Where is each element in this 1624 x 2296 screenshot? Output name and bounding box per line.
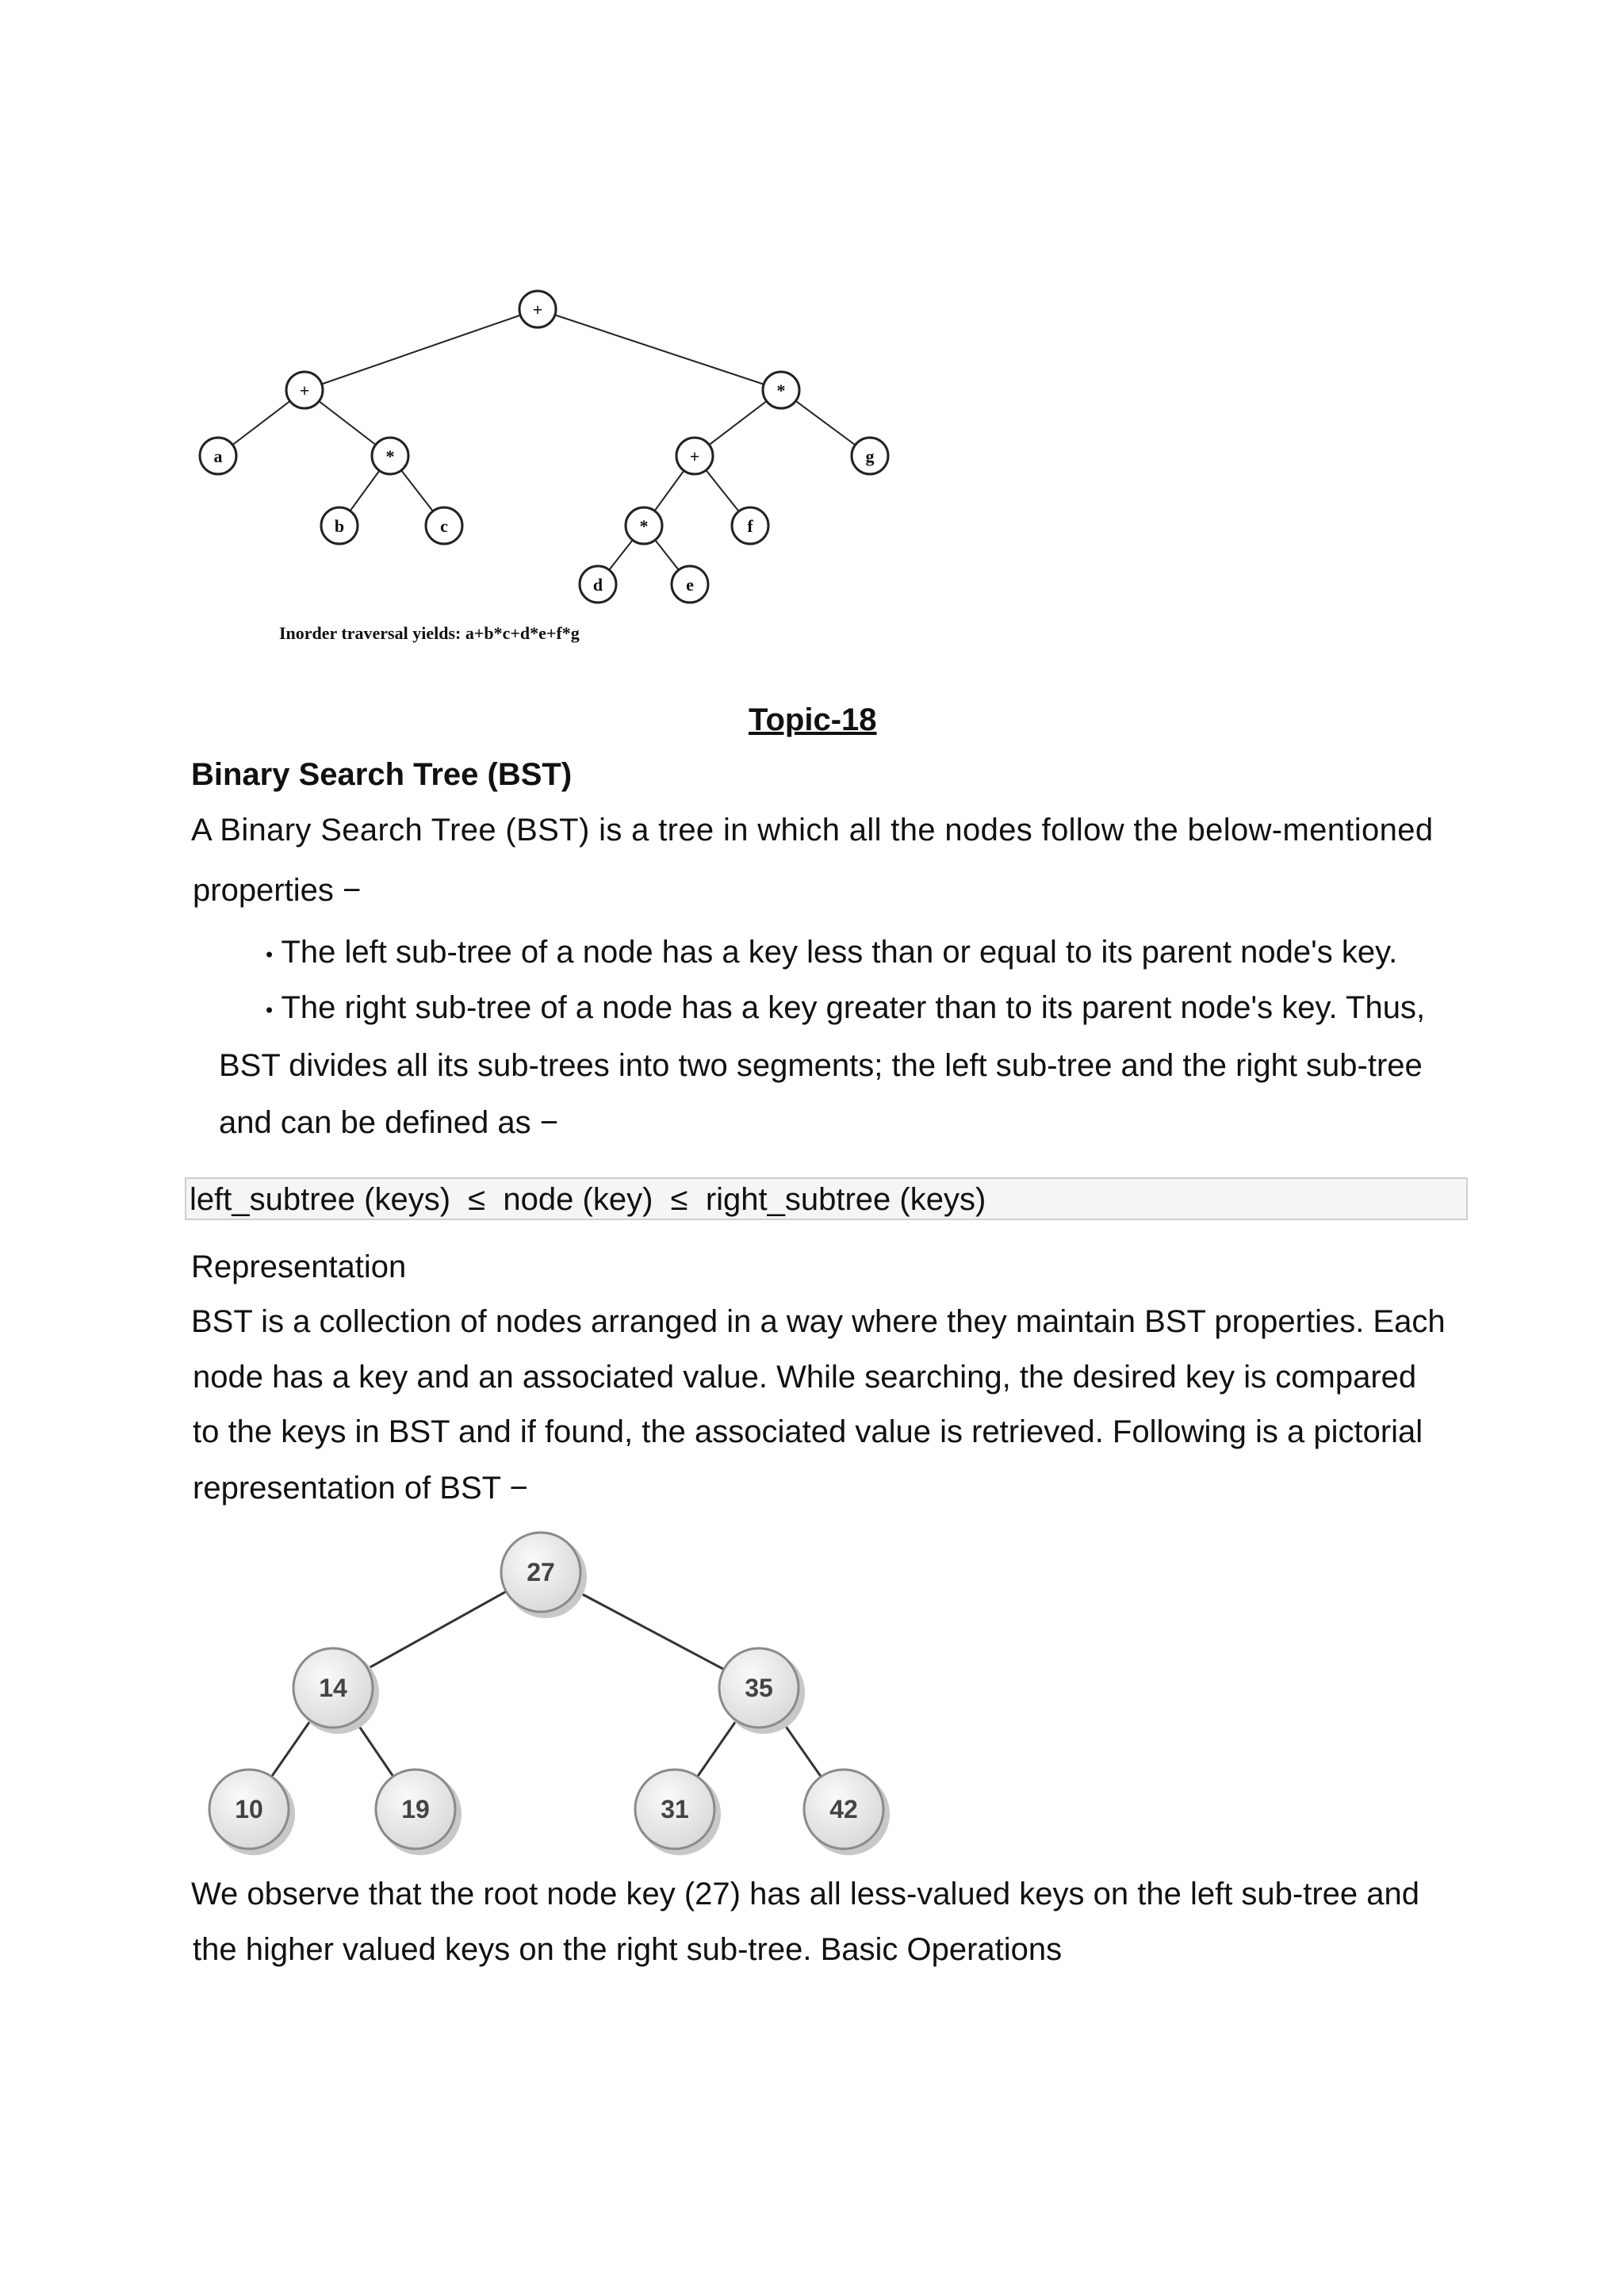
bst-node — [719, 1648, 805, 1734]
representation-line-1: BST is a collection of nodes arranged in a way where they maintain BST properties. Each — [191, 1304, 1446, 1339]
expr-node-left: + — [299, 381, 310, 400]
bst-node-key: 31 — [661, 1795, 689, 1823]
expr-node-b: b — [334, 516, 345, 536]
expr-node-d: d — [592, 575, 603, 595]
bst-node-key: 14 — [319, 1674, 347, 1702]
representation-line-4: representation of BST − — [193, 1471, 528, 1506]
expr-node-f: f — [747, 516, 753, 536]
representation-title: Representation — [191, 1249, 407, 1284]
observation-line-1: We observe that the root node key (27) has all less-valued keys on the left sub-tree and — [191, 1877, 1420, 1911]
expr-node-right-plus: + — [689, 446, 700, 466]
expr-node-right-mul: * — [639, 516, 649, 536]
expression-tree-caption: Inorder traversal yields: a+b*c+d*e+f*g — [279, 623, 580, 643]
bst-node — [293, 1648, 379, 1734]
section-heading: Binary Search Tree (BST) — [191, 757, 573, 792]
expr-node-right: * — [776, 381, 786, 400]
bst-node — [376, 1770, 462, 1855]
bst-node — [635, 1770, 721, 1855]
bst-node-key: 42 — [829, 1795, 858, 1823]
intro-line-2: properties − — [193, 873, 362, 908]
bst-node — [209, 1770, 295, 1855]
bullet-text: The right sub-tree of a node has a key greater than to its parent node's key. Thus, — [281, 990, 1426, 1025]
representation-line-3: to the keys in BST and if found, the associated value is retrieved. Following is a pictorial — [193, 1414, 1423, 1449]
bullet-dot-icon: • — [266, 942, 274, 966]
expr-node-left-mul: * — [385, 446, 395, 466]
expr-node-root: + — [532, 300, 543, 320]
expr-node-a: a — [213, 446, 223, 466]
bst-node-key: 19 — [401, 1795, 430, 1823]
bst-node-key: 27 — [527, 1558, 555, 1586]
observation-line-2: the higher valued keys on the right sub-tree. Basic Operations — [193, 1932, 1063, 1967]
intro-line-1: A Binary Search Tree (BST) is a tree in which all the nodes follow the below-mentioned — [191, 813, 1434, 848]
bullet-text: The left sub-tree of a node has a key less than or equal to its parent node's key. — [281, 935, 1398, 970]
topic-title: Topic-18 — [749, 702, 877, 737]
continuation-line-2: and can be defined as − — [219, 1105, 559, 1140]
bst-node-key: 35 — [745, 1674, 773, 1702]
expr-node-g: g — [865, 446, 875, 466]
expr-node-c: c — [440, 516, 448, 536]
formula-text: left_subtree (keys) ≤ node (key) ≤ right_subtree (keys) — [190, 1182, 986, 1217]
representation-line-2: node has a key and an associated value. While searching, the desired key is compared — [193, 1360, 1417, 1395]
continuation-line-1: BST divides all its sub-trees into two segments; the left sub-tree and the right sub-tree — [219, 1048, 1423, 1083]
bst-node — [501, 1533, 587, 1618]
bst-node-key: 10 — [235, 1795, 263, 1823]
bst-figure — [0, 0, 952, 1887]
expr-node-e: e — [686, 575, 694, 595]
bst-node — [804, 1770, 890, 1855]
bullet-dot-icon: • — [266, 997, 274, 1022]
